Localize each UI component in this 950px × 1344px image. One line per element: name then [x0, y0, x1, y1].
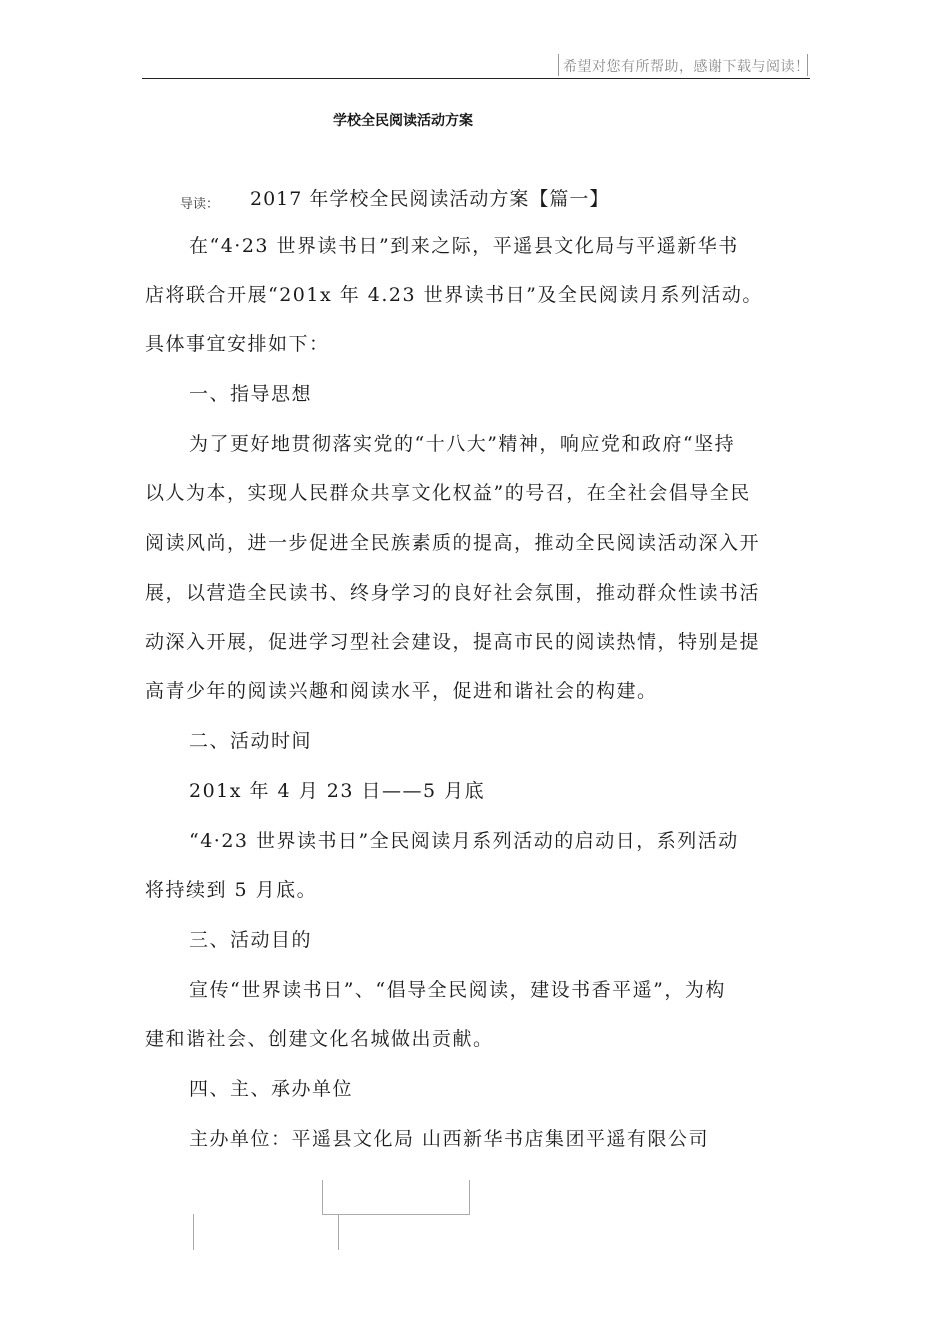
body-line: 以人为本，实现人民群众共享文化权益”的号召，在全社会倡导全民 [145, 482, 751, 504]
header-note: 希望对您有所帮助，感谢下载与阅读！ [563, 59, 810, 75]
guide-text: 2017 年学校全民阅读活动方案【篇一】 [250, 188, 610, 210]
section-heading: 一、指导思想 [189, 383, 313, 405]
body-line: 建和谐社会、创建文化名城做出贡献。 [145, 1028, 494, 1050]
section-heading: 二、活动时间 [189, 730, 313, 752]
body-line: 阅读风尚，进一步促进全民族素质的提高，推动全民阅读活动深入开 [145, 532, 761, 554]
section-heading: 四、主、承办单位 [189, 1078, 354, 1100]
table-fragment-left [193, 1214, 194, 1250]
body-line: 201x 年 4 月 23 日——5 月底 [189, 780, 486, 802]
body-line: 店将联合开展“201x 年 4.23 世界读书日”及全民阅读月系列活动。 [145, 284, 763, 306]
body-line: 具体事宜安排如下： [145, 333, 330, 355]
table-fragment-mid [338, 1214, 339, 1250]
body-line: “4·23 世界读书日”全民阅读月系列活动的启动日，系列活动 [189, 830, 739, 852]
body-line: 宣传“世界读书日”、“倡导全民阅读，建设书香平遥”，为构 [189, 979, 726, 1001]
body-line: 动深入开展，促进学习型社会建设，提高市民的阅读热情，特别是提 [145, 631, 761, 653]
header-rule [142, 78, 810, 79]
body-line: 高青少年的阅读兴趣和阅读水平，促进和谐社会的构建。 [145, 680, 658, 702]
section-heading: 三、活动目的 [189, 929, 313, 951]
body-line: 在“4·23 世界读书日”到来之际，平遥县文化局与平遥新华书 [189, 235, 739, 257]
body-line: 为了更好地贯彻落实党的“十八大”精神，响应党和政府“坚持 [189, 433, 736, 455]
document-title: 学校全民阅读活动方案 [333, 113, 473, 129]
body-line: 将持续到 5 月底。 [145, 879, 318, 901]
body-line: 展，以营造全民读书、终身学习的良好社会氛围，推动群众性读书活 [145, 582, 761, 604]
body-line: 主办单位：平遥县文化局 山西新华书店集团平遥有限公司 [189, 1128, 710, 1150]
guide-label: 导读： [180, 197, 220, 212]
table-fragment-top [322, 1180, 470, 1215]
